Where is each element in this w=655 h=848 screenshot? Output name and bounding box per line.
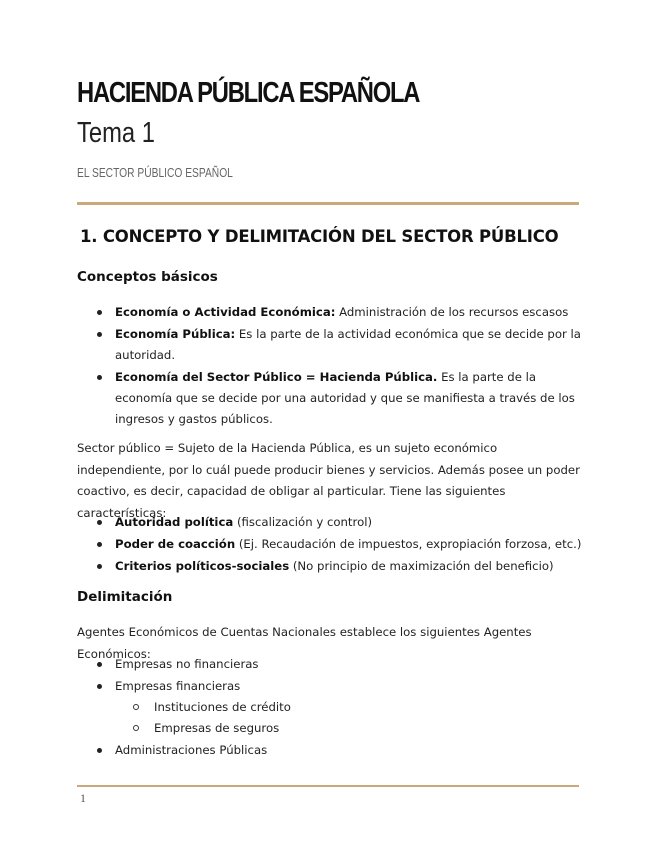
list-item (77, 534, 582, 555)
list-item-term: Economía Pública: (115, 327, 236, 341)
list-item: Administraciones Públicas (77, 740, 582, 761)
sub-list-item: Empresas de seguros (115, 718, 582, 739)
page-number: 1 (80, 791, 86, 805)
list-item (77, 367, 582, 430)
sub-list (115, 697, 582, 739)
conceptos-list (77, 302, 582, 431)
list-item-text: Es la parte de la economía que se decide por una autoridad y que se manifiesta a través de los ingresos y gastos públicos. (115, 370, 575, 426)
sector-publico-paragraph: Sector público = Sujeto de la Hacienda Pública, es un sujeto económico independiente, por lo cuál puede producir bienes y servicios. Además posee un poder coactivo, es decir, capacidad de obligar al particular. Tiene las siguientes características: (77, 441, 580, 520)
document-kicker: EL SECTOR PÚBLICO ESPAÑOL (77, 166, 233, 180)
document-title: HACIENDA PÚBLICA ESPAÑOLA (77, 77, 420, 109)
list-item: Empresas financieras Instituciones de crédito Empresas de seguros (77, 676, 582, 739)
list-item-term: Economía o Actividad Económica: (115, 305, 336, 319)
list-item (77, 324, 582, 366)
header-divider (77, 202, 579, 205)
list-item-term: Autoridad política (115, 515, 234, 529)
list-item (77, 302, 582, 323)
section-heading: 1. CONCEPTO Y DELIMITACIÓN DEL SECTOR PÚBLICO (80, 227, 559, 246)
list-item (77, 512, 582, 533)
list-item-term: Economía del Sector Público = Hacienda Pública. (115, 370, 438, 384)
list-item-text: Administración de los recursos escasos (335, 305, 569, 319)
sub-list-item: Instituciones de crédito (115, 697, 582, 718)
list-item-text: (Ej. Recaudación de impuestos, expropiación forzosa, etc.) (235, 537, 582, 551)
list-item-text: (No principio de maximización del beneficio) (289, 559, 554, 573)
list-item-text: Es la parte de la actividad económica que se decide por la autoridad. (115, 327, 581, 362)
characteristics-list (77, 512, 582, 578)
conceptos-heading: Conceptos básicos (77, 269, 218, 285)
list-item-text: (fiscalización y control) (233, 515, 373, 529)
list-item-term: Poder de coacción (115, 537, 236, 551)
document-subtitle: Tema 1 (77, 117, 155, 149)
delimitacion-paragraph: Agentes Económicos de Cuentas Nacionales establece los siguientes Agentes Económicos: (77, 625, 532, 661)
footer-divider (77, 785, 579, 787)
list-item-term: Criterios políticos-sociales (115, 559, 290, 573)
delimitacion-heading: Delimitación (77, 589, 173, 605)
list-item (77, 556, 582, 577)
list-item: Empresas no financieras (77, 654, 582, 675)
agents-list (77, 654, 582, 762)
